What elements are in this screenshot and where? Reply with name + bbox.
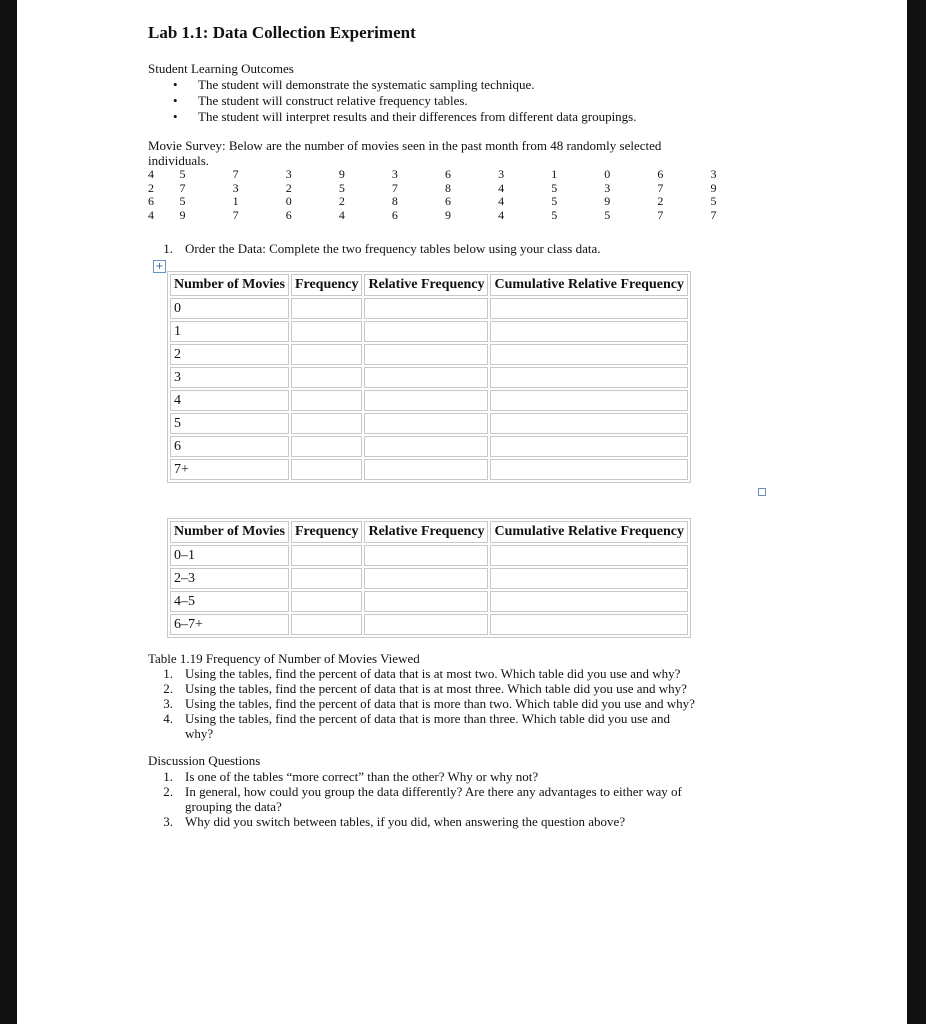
discussion-item-text: Is one of the tables “more correct” than the other? Why or why not?	[185, 769, 539, 784]
empty-entry-cell[interactable]	[364, 614, 488, 635]
survey-data-grid	[148, 168, 740, 222]
column-header: Relative Frequency	[364, 274, 488, 296]
bullet-icon: •	[173, 109, 178, 124]
movies-count-cell: 4	[170, 390, 289, 411]
movies-count-cell: 6–7+	[170, 614, 289, 635]
survey-value: 6	[148, 194, 154, 208]
table-row	[170, 545, 688, 566]
question-item-text: Using the tables, find the percent of data that is more than two. Which table did you use and why?	[185, 696, 695, 711]
empty-entry-cell[interactable]	[490, 413, 688, 434]
empty-entry-cell[interactable]	[291, 367, 363, 388]
survey-value: 3	[285, 167, 292, 181]
empty-entry-cell[interactable]	[490, 390, 688, 411]
survey-value: 2	[657, 194, 664, 208]
empty-entry-cell[interactable]	[364, 367, 488, 388]
empty-entry-cell[interactable]	[490, 459, 688, 480]
survey-value: 9	[445, 207, 452, 222]
column-header: Frequency	[291, 274, 363, 296]
empty-entry-cell[interactable]	[490, 614, 688, 635]
question-item-text: Using the tables, find the percent of data that is at most three. Which table did you use and why?	[185, 681, 687, 696]
survey-value: 5	[604, 207, 611, 222]
empty-entry-cell[interactable]	[364, 436, 488, 457]
survey-value: 7	[232, 207, 239, 222]
empty-entry-cell[interactable]	[291, 545, 363, 566]
survey-row	[148, 182, 740, 196]
table-row	[170, 459, 688, 480]
survey-value: 9	[710, 180, 717, 195]
discussion-item	[157, 769, 797, 784]
survey-row	[148, 168, 740, 182]
table-row	[170, 591, 688, 612]
survey-value: 4	[148, 207, 154, 222]
survey-value: 9	[604, 194, 611, 208]
column-header: Relative Frequency	[364, 521, 488, 543]
outcome-text: The student will construct relative frequency tables.	[198, 93, 468, 108]
question-item-number: 1.	[163, 666, 173, 681]
survey-value: 5	[551, 180, 558, 195]
survey-value: 4	[498, 194, 505, 208]
discussion-item-number: 1.	[163, 769, 173, 784]
discussion-item	[157, 784, 797, 814]
discussion-item-text: Why did you switch between tables, if you did, when answering the question above?	[185, 814, 626, 829]
column-header: Frequency	[291, 521, 363, 543]
outcome-item	[173, 93, 773, 108]
survey-value: 0	[285, 194, 292, 208]
column-header: Cumulative Relative Frequency	[490, 521, 688, 543]
survey-value: 3	[232, 180, 239, 195]
survey-value: 2	[285, 180, 292, 195]
empty-entry-cell[interactable]	[490, 436, 688, 457]
survey-row	[148, 209, 740, 223]
outcomes-heading: Student Learning Outcomes	[148, 61, 294, 76]
survey-value: 6	[391, 207, 398, 222]
empty-entry-cell[interactable]	[291, 344, 363, 365]
movies-count-cell: 2	[170, 344, 289, 365]
survey-value: 8	[391, 194, 398, 208]
survey-value: 4	[148, 167, 154, 181]
survey-value: 7	[657, 207, 664, 222]
column-header: Number of Movies	[170, 274, 289, 296]
outcome-text: The student will interpret results and their differences from different data groupings.	[198, 109, 637, 124]
survey-value: 9	[179, 207, 186, 222]
discussion-item	[157, 814, 797, 829]
empty-entry-cell[interactable]	[490, 298, 688, 319]
movies-count-cell: 1	[170, 321, 289, 342]
table-resize-handle-icon[interactable]	[758, 488, 766, 496]
empty-entry-cell[interactable]	[291, 413, 363, 434]
survey-value: 6	[657, 167, 664, 181]
question-item	[157, 666, 797, 681]
empty-entry-cell[interactable]	[490, 591, 688, 612]
survey-value: 5	[551, 207, 558, 222]
survey-value: 6	[445, 167, 452, 181]
empty-entry-cell[interactable]	[364, 298, 488, 319]
outcome-item	[173, 109, 773, 124]
movies-count-cell: 5	[170, 413, 289, 434]
discussion-item-text: In general, how could you group the data differently? Are there any advantages to either way of	[185, 784, 682, 799]
survey-value: 9	[338, 167, 345, 181]
bullet-icon: •	[173, 77, 178, 92]
table-row	[170, 413, 688, 434]
empty-entry-cell[interactable]	[291, 459, 363, 480]
question-item-number: 2.	[163, 681, 173, 696]
survey-value: 4	[338, 207, 345, 222]
step-1	[157, 241, 757, 256]
survey-value: 3	[604, 180, 611, 195]
empty-entry-cell[interactable]	[291, 591, 363, 612]
survey-value: 5	[710, 194, 717, 208]
outcome-text: The student will demonstrate the systematic sampling technique.	[198, 77, 535, 92]
table-row	[170, 390, 688, 411]
survey-value: 7	[232, 167, 239, 181]
frequency-table-ungrouped	[167, 271, 691, 483]
empty-entry-cell[interactable]	[364, 545, 488, 566]
empty-entry-cell[interactable]	[364, 344, 488, 365]
discussion-item-number: 3.	[163, 814, 173, 829]
bullet-icon: •	[173, 93, 178, 108]
empty-entry-cell[interactable]	[364, 413, 488, 434]
table-row	[170, 436, 688, 457]
column-header: Number of Movies	[170, 521, 289, 543]
survey-value: 7	[710, 207, 717, 222]
survey-value: 4	[498, 180, 505, 195]
survey-value: 5	[551, 194, 558, 208]
empty-entry-cell[interactable]	[364, 321, 488, 342]
survey-value: 1	[551, 167, 558, 181]
survey-value: 8	[445, 180, 452, 195]
survey-value: 7	[391, 180, 398, 195]
question-item-text: Using the tables, find the percent of data that is more than three. Which table did you use and	[185, 711, 670, 726]
survey-intro-line2: individuals.	[148, 153, 210, 168]
empty-entry-cell[interactable]	[364, 568, 488, 589]
discussion-item-number: 2.	[163, 784, 173, 799]
survey-value: 5	[179, 167, 186, 181]
survey-value: 6	[285, 207, 292, 222]
survey-value: 7	[657, 180, 664, 195]
question-item-text: why?	[185, 726, 214, 741]
question-item	[157, 711, 797, 741]
empty-entry-cell[interactable]	[291, 321, 363, 342]
movies-count-cell: 0	[170, 298, 289, 319]
step-1-text: Order the Data: Complete the two frequency tables below using your class data.	[185, 241, 601, 256]
empty-entry-cell[interactable]	[291, 614, 363, 635]
survey-value: 2	[338, 194, 345, 208]
question-item-text: Using the tables, find the percent of data that is at most two. Which table did you use and why?	[185, 666, 681, 681]
empty-entry-cell[interactable]	[490, 344, 688, 365]
empty-entry-cell[interactable]	[490, 367, 688, 388]
empty-entry-cell[interactable]	[291, 390, 363, 411]
question-item-number: 3.	[163, 696, 173, 711]
movies-count-cell: 0–1	[170, 545, 289, 566]
table-row	[170, 321, 688, 342]
survey-value: 5	[338, 180, 345, 195]
survey-value: 2	[148, 180, 154, 195]
question-item	[157, 681, 797, 696]
table-row	[170, 298, 688, 319]
table-caption: Table 1.19 Frequency of Number of Movies Viewed	[148, 651, 420, 666]
survey-value: 6	[445, 194, 452, 208]
movies-count-cell: 6	[170, 436, 289, 457]
movies-count-cell: 2–3	[170, 568, 289, 589]
empty-entry-cell[interactable]	[364, 459, 488, 480]
empty-entry-cell[interactable]	[364, 591, 488, 612]
table-row	[170, 367, 688, 388]
column-header: Cumulative Relative Frequency	[490, 274, 688, 296]
survey-value: 3	[710, 167, 717, 181]
survey-intro-line1: Movie Survey: Below are the number of movies seen in the past month from 48 randomly selected	[148, 138, 662, 153]
empty-entry-cell[interactable]	[490, 568, 688, 589]
survey-value: 1	[232, 194, 239, 208]
empty-entry-cell[interactable]	[291, 298, 363, 319]
question-item-number: 4.	[163, 711, 173, 726]
empty-entry-cell[interactable]	[364, 390, 488, 411]
empty-entry-cell[interactable]	[490, 545, 688, 566]
question-item	[157, 696, 797, 711]
discussion-heading: Discussion Questions	[148, 753, 261, 768]
document-page	[17, 0, 907, 1024]
table-row	[170, 568, 688, 589]
survey-value: 4	[498, 207, 505, 222]
empty-entry-cell[interactable]	[291, 568, 363, 589]
movies-count-cell: 4–5	[170, 591, 289, 612]
table-move-handle-icon[interactable]: +	[153, 260, 166, 273]
survey-value: 3	[498, 167, 505, 181]
outcome-item	[173, 77, 773, 92]
survey-value: 0	[604, 167, 611, 181]
frequency-table-grouped	[167, 518, 691, 638]
page-title: Lab 1.1: Data Collection Experiment	[148, 23, 416, 42]
discussion-item-text: grouping the data?	[185, 799, 282, 814]
survey-value: 3	[391, 167, 398, 181]
table-row	[170, 344, 688, 365]
survey-value: 5	[179, 194, 186, 208]
empty-entry-cell[interactable]	[490, 321, 688, 342]
survey-row	[148, 195, 740, 209]
step-1-number: 1.	[163, 241, 173, 256]
empty-entry-cell[interactable]	[291, 436, 363, 457]
movies-count-cell: 7+	[170, 459, 289, 480]
movies-count-cell: 3	[170, 367, 289, 388]
survey-value: 7	[179, 180, 186, 195]
table-row	[170, 614, 688, 635]
